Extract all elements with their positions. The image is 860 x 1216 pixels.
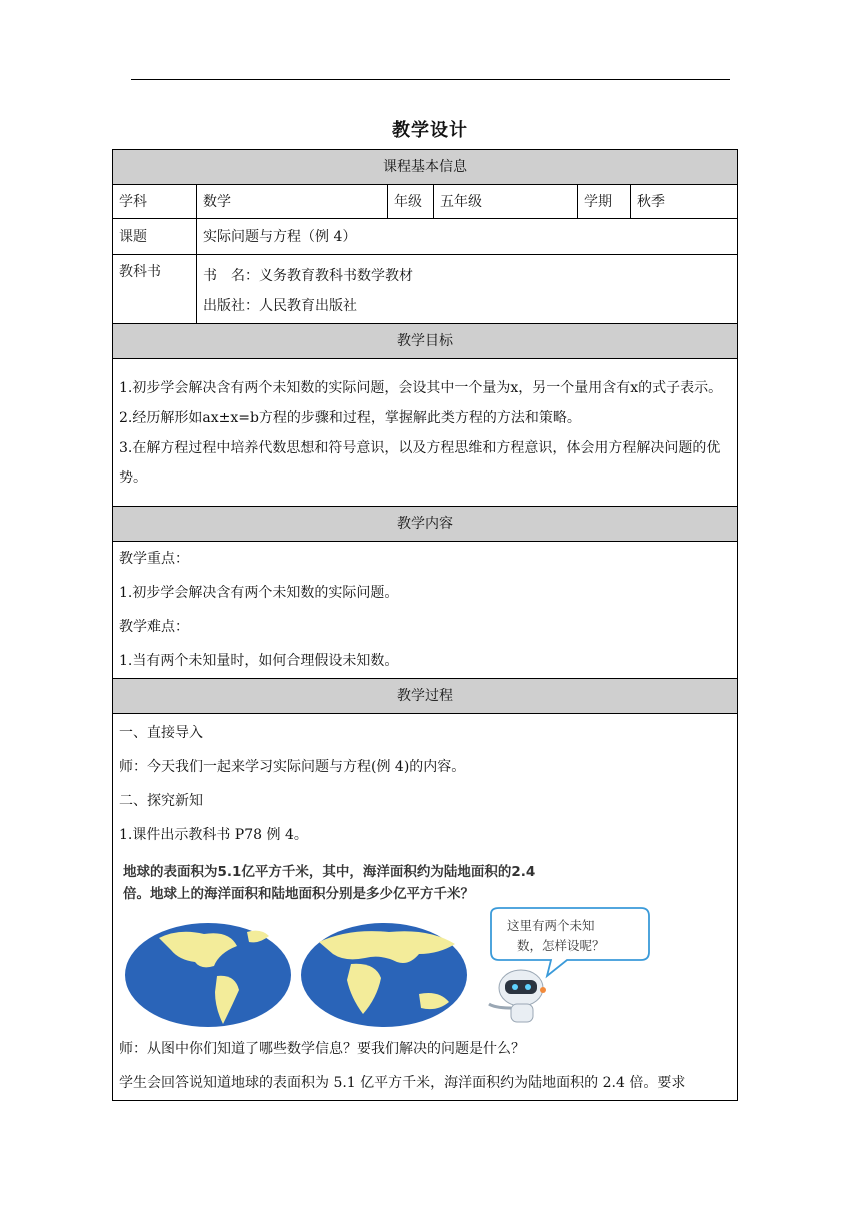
header-rule (131, 79, 730, 80)
grade-label: 年级 (388, 185, 434, 219)
goals-body (113, 359, 738, 507)
robot-icon (489, 970, 546, 1022)
section-header-process: 教学过程 (113, 679, 738, 714)
key-point-1: 1.初步学会解决含有两个未知数的实际问题。 (119, 585, 399, 601)
step-2-answer: 学生会回答说知道地球的表面积为 5.1 亿平方千米，海洋面积约为陆地面积的 2.4 倍。要求 (119, 1075, 686, 1091)
globe-eastern-hemisphere-icon (301, 923, 467, 1027)
step-1-text: 师：今天我们一起来学习实际问题与方程(例 4)的内容。 (119, 759, 466, 775)
goal-1: 1.初步学会解决含有两个未知数的实际问题，会设其中一个量为x，另一个量用含有x的式子表示。 (119, 379, 723, 396)
content-body (113, 542, 738, 679)
step-2-text: 1.课件出示教科书 P78 例 4。 (119, 827, 308, 843)
grade-value: 五年级 (434, 185, 578, 219)
step-2-question: 师：从图中你们知道了哪些数学信息？要我们解决的问题是什么？ (119, 1041, 525, 1057)
globe-americas-icon (125, 923, 291, 1027)
bubble-text-line-2: 数，怎样设呢？ (517, 938, 605, 953)
textbook-name: 书 名：义务教育教科书数学教材 (203, 268, 413, 284)
figure-text-line-1: 地球的表面积为5.1亿平方千米，其中，海洋面积约为陆地面积的2.4 (123, 864, 536, 880)
bubble-text-line-1: 这里有两个未知 (507, 918, 595, 933)
difficulty-label: 教学难点： (119, 619, 189, 635)
textbook-publisher: 出版社：人民教育出版社 (203, 298, 357, 314)
topic-value: 实际问题与方程（例 4） (197, 219, 738, 255)
difficulty-1: 1.当有两个未知量时，如何合理假设未知数。 (119, 653, 399, 669)
figure-text-line-2: 倍。地球上的海洋面积和陆地面积分别是多少亿平方千米？ (123, 886, 474, 902)
goal-2: 2.经历解形如ax±x=b方程的步骤和过程，掌握解此类方程的方法和策略。 (119, 409, 581, 426)
subject-value: 数学 (197, 185, 388, 219)
document-title: 教学设计 (392, 120, 468, 141)
section-header-content: 教学内容 (113, 507, 738, 542)
key-points-label: 教学重点： (119, 551, 189, 567)
process-body (113, 714, 738, 1101)
subject-label: 学科 (113, 185, 197, 219)
section-header-goals: 教学目标 (113, 324, 738, 359)
textbook-details (197, 255, 738, 324)
goal-3: 3.在解方程过程中培养代数思想和符号意识，以及方程思维和方程意识，体会用方程解决问题的优势。 (119, 439, 721, 486)
step-1-heading: 一、直接导入 (119, 725, 203, 741)
step-2-heading: 二、探究新知 (119, 793, 203, 809)
example-4-figure (119, 858, 709, 1028)
term-label: 学期 (578, 185, 631, 219)
topic-label: 课题 (113, 219, 197, 255)
term-value: 秋季 (631, 185, 738, 219)
textbook-label: 教科书 (113, 255, 197, 324)
lesson-plan-table (112, 149, 738, 1101)
section-header-basic-info: 课程基本信息 (113, 150, 738, 185)
speech-bubble (491, 908, 649, 976)
